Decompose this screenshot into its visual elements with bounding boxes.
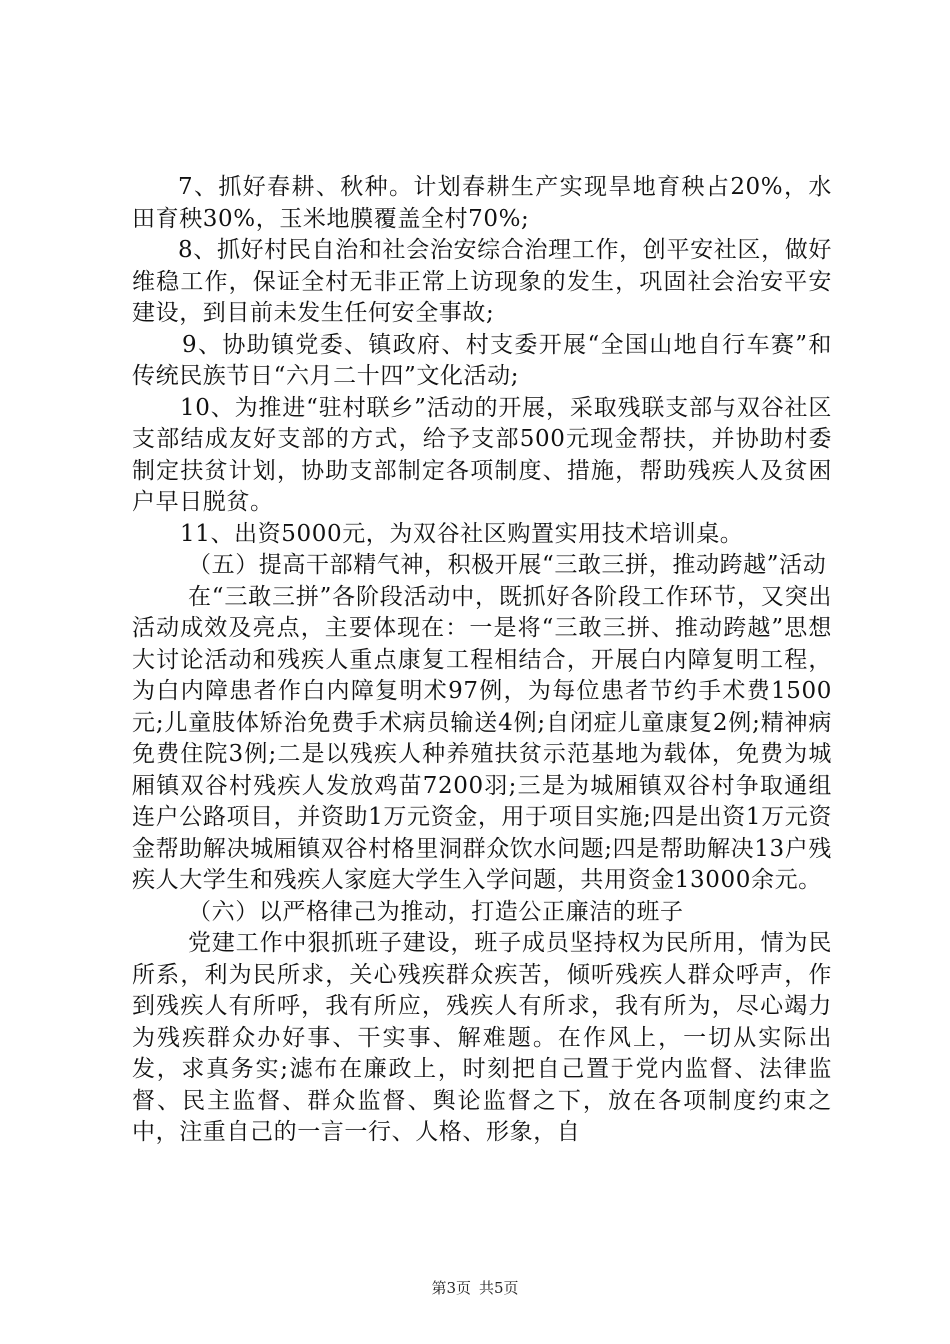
document-body xyxy=(132,172,832,1149)
paragraph-item-7: 7、抓好春耕、秋种。计划春耕生产实现旱地育秧占20%，水田育秧30%，玉米地膜覆盖全村70%; xyxy=(132,174,832,232)
section-heading-six: （六）以严格律己为推动，打造公正廉洁的班子 xyxy=(188,898,684,925)
page-number-current: 第3页 xyxy=(431,1279,471,1297)
paragraph-item-11: 11、出资5000元，为双谷社区购置实用技术培训桌。 xyxy=(180,520,744,547)
paragraph-party-building: 党建工作中狠抓班子建设，班子成员坚持权为民所用，情为民所系，利为民所求，关心残疾群众疾苦，倾听残疾人群众呼声，作到残疾人有所呼，我有所应，残疾人有所求，我有所为，尽心竭力为残疾群众办好事、干实事、解难题。在作风上，一切从实际出发，求真务实;滤布在廉政上，时刻把自己置于党内监督、法律监督、民主监督、群众监督、舆论监督之下，放在各项制度约束之中，注重自己的一言一行、人格、形象，自 xyxy=(132,930,832,1145)
paragraph-three-dare: 在“三敢三拼”各阶段活动中，既抓好各阶段工作环节，又突出活动成效及亮点，主要体现在：一是将“三敢三拼、推动跨越”思想大讨论活动和残疾人重点康复工程相结合，开展白内障复明工程，为白内障患者作白内障复明术97例，为每位患者节约手术费1500元;儿童肢体矫治免费手术病员输送4例;自闭症儿童康复2例;精神病免费住院3例;二是以残疾人种养殖扶贫示范基地为载体，免费为城厢镇双谷村残疾人发放鸡苗7200羽;三是为城厢镇双谷村争取通组连户公路项目，并资助1万元资金，用于项目实施;四是出资1万元资金帮助解决城厢镇双谷村格里洞群众饮水问题;四是帮助解决13户残疾人大学生和残疾人家庭大学生入学问题，共用资金13000余元。 xyxy=(132,583,832,893)
section-heading-five: （五）提高干部精气神，积极开展“三敢三拼，推动跨越”活动 xyxy=(188,552,827,578)
paragraph-item-10: 10、为推进“驻村联乡”活动的开展，采取残联支部与双谷社区支部结成友好支部的方式，给予支部500元现金帮扶，并协助村委制定扶贫计划，协助支部制定各项制度、措施，帮助残疾人及贫困户早日脱贫。 xyxy=(132,394,832,515)
paragraph-item-8: 8、抓好村民自治和社会治安综合治理工作，创平安社区，做好维稳工作，保证全村无非正常上访现象的发生，巩固社会治安平安建设，到目前未发生任何安全事故; xyxy=(132,237,832,326)
page-number-total: 共5页 xyxy=(479,1279,519,1297)
paragraph-item-9: 9、协助镇党委、镇政府、村支委开展“全国山地自行车赛”和传统民族节日“六月二十四”文化活动; xyxy=(132,331,832,389)
page-footer xyxy=(0,1277,950,1298)
